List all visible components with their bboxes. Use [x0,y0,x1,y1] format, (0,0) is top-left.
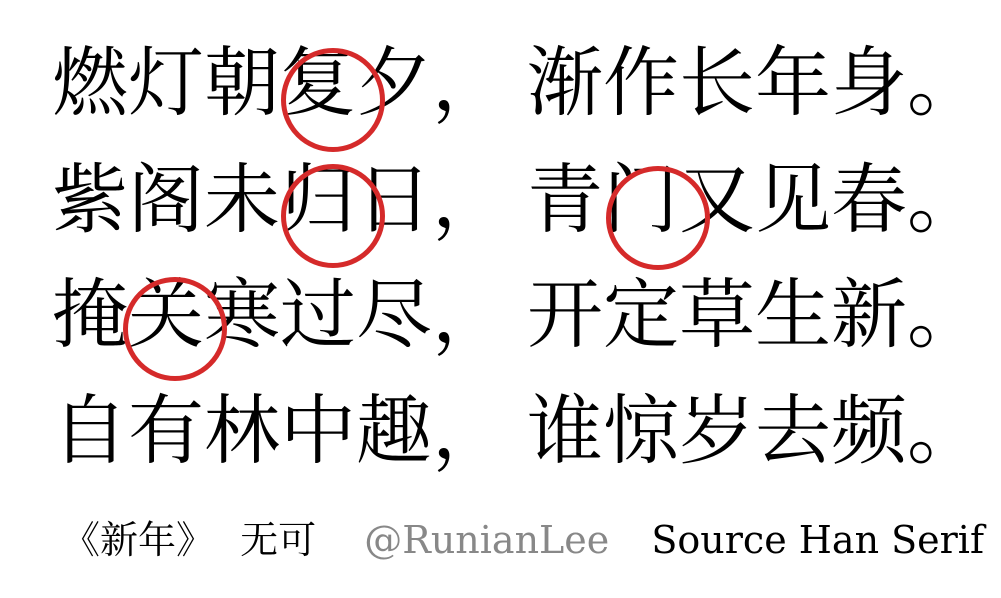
author-handle: @RunianLee [364,518,610,562]
poem-title: 《新年》 [62,518,215,562]
poem-line-1-left-text: 燃灯朝复夕， [52,38,508,127]
poem-line-4-left [52,376,508,486]
poem-line-2 [52,145,983,255]
font-label: Source Han Serif [651,518,985,562]
poem-line-3-left-text: 掩关寒过尽， [52,270,508,359]
poem-line-4 [52,376,983,486]
poem-line-1 [52,28,983,138]
poem-line-3-right-text: 开定草生新。 [527,270,983,359]
poem-line-2-left [52,145,508,255]
poem-line-1-left [52,28,508,138]
credit-footer [62,510,985,570]
poem-line-1-right [527,28,983,138]
poem-line-2-right-text: 青门又见春。 [527,155,983,244]
poem-line-4-right [527,376,983,486]
poem-line-3 [52,260,983,370]
poem-line-2-left-text: 紫阁未归日， [52,155,508,244]
poem-line-2-right [527,145,983,255]
poem-author: 无可 [240,518,317,562]
poem-line-4-right-text: 谁惊岁去频。 [527,386,983,475]
poem-line-4-left-text: 自有林中趣， [52,386,508,475]
poem-line-3-right [527,260,983,370]
poem-line-3-left [52,260,508,370]
poem-line-1-right-text: 渐作长年身。 [527,38,983,127]
